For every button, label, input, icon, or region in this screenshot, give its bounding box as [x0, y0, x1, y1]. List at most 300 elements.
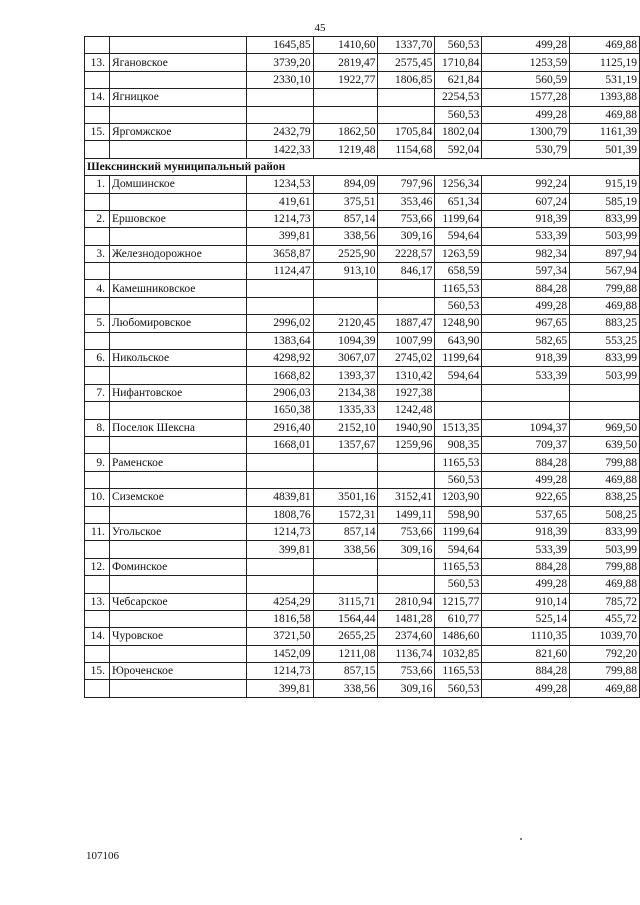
value-cell: 1203,90 [435, 489, 482, 506]
settlement-name [109, 367, 246, 384]
settlement-name [109, 471, 246, 488]
table-row [85, 315, 640, 332]
settlement-name [109, 680, 246, 697]
value-cell: 2228,57 [378, 245, 435, 262]
value-cell: 399,81 [246, 228, 313, 245]
value-cell: 2916,40 [246, 419, 313, 436]
value-cell: 1357,67 [313, 436, 378, 453]
value-cell: 1499,11 [378, 506, 435, 523]
value-cell: 309,16 [378, 680, 435, 697]
value-cell [313, 297, 378, 314]
value-cell: 1136,74 [378, 645, 435, 662]
value-cell: 1219,48 [313, 141, 378, 158]
value-cell: 338,56 [313, 680, 378, 697]
value-cell: 499,28 [482, 576, 570, 593]
value-cell: 1337,70 [378, 37, 435, 54]
row-number [85, 332, 110, 349]
row-number [85, 106, 110, 123]
value-cell: 533,39 [482, 367, 570, 384]
value-cell: 639,50 [570, 436, 640, 453]
value-cell: 1199,64 [435, 210, 482, 227]
value-cell: 503,99 [570, 228, 640, 245]
value-cell: 537,65 [482, 506, 570, 523]
value-cell [435, 384, 482, 401]
value-cell: 607,24 [482, 193, 570, 210]
row-number [85, 645, 110, 662]
settlement-name: Чуровское [109, 628, 246, 645]
value-cell: 918,39 [482, 210, 570, 227]
table-row [85, 280, 640, 297]
settlement-name [109, 106, 246, 123]
value-cell: 1922,77 [313, 71, 378, 88]
value-cell: 533,39 [482, 541, 570, 558]
value-cell [378, 576, 435, 593]
value-cell: 594,64 [435, 367, 482, 384]
value-cell: 792,20 [570, 645, 640, 662]
value-cell: 2330,10 [246, 71, 313, 88]
row-number [85, 471, 110, 488]
settlement-name: Фоминское [109, 558, 246, 575]
row-number: 5. [85, 315, 110, 332]
table-row [85, 37, 640, 54]
row-number [85, 367, 110, 384]
value-cell: 598,90 [435, 506, 482, 523]
table-row [85, 367, 640, 384]
table-row [85, 54, 640, 71]
value-cell: 469,88 [570, 471, 640, 488]
value-cell: 967,65 [482, 315, 570, 332]
value-cell: 1154,68 [378, 141, 435, 158]
value-cell [313, 106, 378, 123]
section-title: Шекснинский муниципальный район [85, 158, 640, 175]
tariff-table [84, 36, 640, 698]
value-cell: 501,39 [570, 141, 640, 158]
value-cell: 508,25 [570, 506, 640, 523]
value-cell: 1214,73 [246, 663, 313, 680]
table-row [85, 506, 640, 523]
settlement-name [109, 37, 246, 54]
value-cell: 1481,28 [378, 610, 435, 627]
value-cell: 1710,84 [435, 54, 482, 71]
value-cell: 969,50 [570, 419, 640, 436]
settlement-name: Угольское [109, 523, 246, 540]
value-cell [246, 576, 313, 593]
value-cell: 785,72 [570, 593, 640, 610]
value-cell: 1165,53 [435, 558, 482, 575]
row-number: 8. [85, 419, 110, 436]
value-cell: 2996,02 [246, 315, 313, 332]
value-cell: 309,16 [378, 541, 435, 558]
value-cell: 419,61 [246, 193, 313, 210]
value-cell: 884,28 [482, 663, 570, 680]
value-cell: 375,51 [313, 193, 378, 210]
value-cell: 1094,39 [313, 332, 378, 349]
settlement-name: Яргомжское [109, 123, 246, 140]
value-cell: 992,24 [482, 176, 570, 193]
value-cell: 469,88 [570, 106, 640, 123]
value-cell: 2575,45 [378, 54, 435, 71]
value-cell: 2374,60 [378, 628, 435, 645]
value-cell: 469,88 [570, 680, 640, 697]
value-cell: 1165,53 [435, 280, 482, 297]
settlement-name: Ягницкое [109, 89, 246, 106]
value-cell: 585,19 [570, 193, 640, 210]
value-cell: 1234,53 [246, 176, 313, 193]
value-cell: 894,09 [313, 176, 378, 193]
value-cell: 531,19 [570, 71, 640, 88]
value-cell: 982,34 [482, 245, 570, 262]
value-cell: 915,19 [570, 176, 640, 193]
value-cell: 1668,01 [246, 436, 313, 453]
row-number: 13. [85, 54, 110, 71]
value-cell: 883,25 [570, 315, 640, 332]
value-cell: 1125,19 [570, 54, 640, 71]
value-cell: 560,53 [435, 576, 482, 593]
value-cell: 1410,60 [313, 37, 378, 54]
value-cell: 1393,88 [570, 89, 640, 106]
table-row [85, 454, 640, 471]
value-cell: 399,81 [246, 541, 313, 558]
value-cell: 1161,39 [570, 123, 640, 140]
value-cell: 857,14 [313, 210, 378, 227]
settlement-name: Железнодорожное [109, 245, 246, 262]
value-cell: 799,88 [570, 454, 640, 471]
value-cell: 1422,33 [246, 141, 313, 158]
value-cell: 2254,53 [435, 89, 482, 106]
value-cell: 753,66 [378, 663, 435, 680]
value-cell [246, 280, 313, 297]
row-number: 4. [85, 280, 110, 297]
table-row [85, 610, 640, 627]
value-cell: 1564,44 [313, 610, 378, 627]
row-number: 7. [85, 384, 110, 401]
row-number [85, 436, 110, 453]
table-row [85, 228, 640, 245]
table-row [85, 663, 640, 680]
value-cell: 1486,60 [435, 628, 482, 645]
table-row [85, 384, 640, 401]
value-cell: 2745,02 [378, 350, 435, 367]
value-cell: 709,37 [482, 436, 570, 453]
value-cell [378, 297, 435, 314]
value-cell: 1256,34 [435, 176, 482, 193]
value-cell: 846,17 [378, 263, 435, 280]
table-row [85, 141, 640, 158]
value-cell: 1242,48 [378, 402, 435, 419]
value-cell: 833,99 [570, 350, 640, 367]
value-cell [313, 454, 378, 471]
table-row [85, 558, 640, 575]
row-number [85, 297, 110, 314]
table-row [85, 263, 640, 280]
value-cell: 4839,81 [246, 489, 313, 506]
value-cell [378, 558, 435, 575]
scan-mark [520, 838, 522, 840]
value-cell: 908,35 [435, 436, 482, 453]
settlement-name: Камешниковское [109, 280, 246, 297]
value-cell: 897,94 [570, 245, 640, 262]
row-number: 1. [85, 176, 110, 193]
value-cell: 1310,42 [378, 367, 435, 384]
settlement-name: Нифантовское [109, 384, 246, 401]
value-cell: 857,15 [313, 663, 378, 680]
settlement-name: Раменское [109, 454, 246, 471]
value-cell: 1039,70 [570, 628, 640, 645]
settlement-name: Никольское [109, 350, 246, 367]
value-cell [378, 454, 435, 471]
row-number [85, 680, 110, 697]
value-cell: 338,56 [313, 228, 378, 245]
value-cell: 884,28 [482, 454, 570, 471]
value-cell: 1215,77 [435, 593, 482, 610]
row-number [85, 228, 110, 245]
value-cell: 4298,92 [246, 350, 313, 367]
table-row [85, 193, 640, 210]
value-cell: 922,65 [482, 489, 570, 506]
settlement-name [109, 506, 246, 523]
value-cell: 1214,73 [246, 210, 313, 227]
value-cell: 1007,99 [378, 332, 435, 349]
table-row [85, 245, 640, 262]
value-cell: 533,39 [482, 228, 570, 245]
settlement-name: Любомировское [109, 315, 246, 332]
value-cell: 499,28 [482, 297, 570, 314]
value-cell: 353,46 [378, 193, 435, 210]
value-cell [570, 402, 640, 419]
value-cell: 1032,85 [435, 645, 482, 662]
value-cell: 1110,35 [482, 628, 570, 645]
table-row [85, 471, 640, 488]
value-cell [570, 384, 640, 401]
value-cell: 1165,53 [435, 663, 482, 680]
table-row [85, 680, 640, 697]
value-cell: 2906,03 [246, 384, 313, 401]
value-cell: 884,28 [482, 280, 570, 297]
value-cell: 799,88 [570, 280, 640, 297]
table-row [85, 436, 640, 453]
value-cell: 597,34 [482, 263, 570, 280]
value-cell: 833,99 [570, 210, 640, 227]
section-row [85, 158, 640, 175]
value-cell [313, 558, 378, 575]
table-row [85, 210, 640, 227]
value-cell: 1513,35 [435, 419, 482, 436]
table-row [85, 419, 640, 436]
value-cell: 918,39 [482, 523, 570, 540]
value-cell: 1668,82 [246, 367, 313, 384]
value-cell [378, 106, 435, 123]
table-row [85, 123, 640, 140]
row-number: 6. [85, 350, 110, 367]
table-row [85, 628, 640, 645]
value-cell [313, 89, 378, 106]
row-number: 11. [85, 523, 110, 540]
row-number: 3. [85, 245, 110, 262]
value-cell: 838,25 [570, 489, 640, 506]
value-cell [378, 471, 435, 488]
value-cell: 2810,94 [378, 593, 435, 610]
table-row [85, 645, 640, 662]
value-cell: 1335,33 [313, 402, 378, 419]
row-number [85, 506, 110, 523]
value-cell [246, 106, 313, 123]
value-cell: 1645,85 [246, 37, 313, 54]
settlement-name [109, 610, 246, 627]
value-cell: 3501,16 [313, 489, 378, 506]
value-cell: 499,28 [482, 680, 570, 697]
value-cell [482, 402, 570, 419]
settlement-name [109, 141, 246, 158]
value-cell: 3658,87 [246, 245, 313, 262]
settlement-name [109, 332, 246, 349]
value-cell: 560,53 [435, 297, 482, 314]
value-cell [482, 384, 570, 401]
row-number [85, 610, 110, 627]
table-row [85, 593, 640, 610]
settlement-name [109, 193, 246, 210]
value-cell: 469,88 [570, 37, 640, 54]
table-row [85, 176, 640, 193]
value-cell: 799,88 [570, 558, 640, 575]
row-number [85, 193, 110, 210]
value-cell: 553,25 [570, 332, 640, 349]
settlement-name: Поселок Шексна [109, 419, 246, 436]
value-cell: 1248,90 [435, 315, 482, 332]
value-cell: 1808,76 [246, 506, 313, 523]
settlement-name: Ягановское [109, 54, 246, 71]
value-cell: 1393,37 [313, 367, 378, 384]
settlement-name: Ершовское [109, 210, 246, 227]
value-cell: 857,14 [313, 523, 378, 540]
value-cell: 582,65 [482, 332, 570, 349]
table-row [85, 523, 640, 540]
row-number: 15. [85, 663, 110, 680]
row-number [85, 263, 110, 280]
value-cell: 3739,20 [246, 54, 313, 71]
value-cell: 560,53 [435, 37, 482, 54]
value-cell: 1452,09 [246, 645, 313, 662]
table-row [85, 576, 640, 593]
value-cell [246, 297, 313, 314]
value-cell: 910,14 [482, 593, 570, 610]
row-number: 9. [85, 454, 110, 471]
value-cell: 499,28 [482, 471, 570, 488]
value-cell: 560,53 [435, 106, 482, 123]
settlement-name: Домшинское [109, 176, 246, 193]
table-row [85, 350, 640, 367]
value-cell: 503,99 [570, 541, 640, 558]
value-cell: 753,66 [378, 210, 435, 227]
value-cell [313, 280, 378, 297]
value-cell: 1253,59 [482, 54, 570, 71]
value-cell: 3115,71 [313, 593, 378, 610]
value-cell: 338,56 [313, 541, 378, 558]
table-row [85, 541, 640, 558]
table-row [85, 402, 640, 419]
value-cell: 1802,04 [435, 123, 482, 140]
value-cell: 1887,47 [378, 315, 435, 332]
value-cell: 3152,41 [378, 489, 435, 506]
row-number: 12. [85, 558, 110, 575]
settlement-name: Юроченское [109, 663, 246, 680]
value-cell [246, 89, 313, 106]
value-cell: 2134,38 [313, 384, 378, 401]
value-cell [313, 576, 378, 593]
value-cell: 1199,64 [435, 523, 482, 540]
value-cell: 567,94 [570, 263, 640, 280]
value-cell: 2120,45 [313, 315, 378, 332]
row-number: 14. [85, 89, 110, 106]
value-cell: 594,64 [435, 541, 482, 558]
row-number: 10. [85, 489, 110, 506]
row-number: 14. [85, 628, 110, 645]
value-cell: 913,10 [313, 263, 378, 280]
value-cell: 1263,59 [435, 245, 482, 262]
row-number [85, 576, 110, 593]
row-number: 15. [85, 123, 110, 140]
value-cell: 2525,90 [313, 245, 378, 262]
value-cell: 560,59 [482, 71, 570, 88]
settlement-name [109, 297, 246, 314]
value-cell: 1806,85 [378, 71, 435, 88]
settlement-name: Сиземское [109, 489, 246, 506]
value-cell: 530,79 [482, 141, 570, 158]
value-cell: 821,60 [482, 645, 570, 662]
value-cell: 833,99 [570, 523, 640, 540]
table-row [85, 297, 640, 314]
value-cell: 2432,79 [246, 123, 313, 140]
value-cell: 643,90 [435, 332, 482, 349]
table-row [85, 89, 640, 106]
value-cell: 2655,25 [313, 628, 378, 645]
value-cell: 2819,47 [313, 54, 378, 71]
settlement-name [109, 576, 246, 593]
settlement-name [109, 263, 246, 280]
value-cell: 1259,96 [378, 436, 435, 453]
value-cell: 1816,58 [246, 610, 313, 627]
settlement-name [109, 228, 246, 245]
value-cell [435, 402, 482, 419]
settlement-name [109, 402, 246, 419]
value-cell: 918,39 [482, 350, 570, 367]
settlement-name [109, 541, 246, 558]
value-cell: 658,59 [435, 263, 482, 280]
row-number [85, 37, 110, 54]
value-cell: 1927,38 [378, 384, 435, 401]
value-cell [246, 454, 313, 471]
value-cell: 1124,47 [246, 263, 313, 280]
value-cell [313, 471, 378, 488]
value-cell: 455,72 [570, 610, 640, 627]
row-number [85, 402, 110, 419]
value-cell: 4254,29 [246, 593, 313, 610]
value-cell: 3067,07 [313, 350, 378, 367]
value-cell [378, 89, 435, 106]
value-cell [246, 558, 313, 575]
value-cell: 503,99 [570, 367, 640, 384]
value-cell: 1572,31 [313, 506, 378, 523]
value-cell: 753,66 [378, 523, 435, 540]
value-cell: 1199,64 [435, 350, 482, 367]
value-cell: 1705,84 [378, 123, 435, 140]
value-cell: 309,16 [378, 228, 435, 245]
row-number [85, 141, 110, 158]
value-cell: 1940,90 [378, 419, 435, 436]
row-number: 2. [85, 210, 110, 227]
row-number [85, 541, 110, 558]
value-cell: 1094,37 [482, 419, 570, 436]
table-row [85, 332, 640, 349]
